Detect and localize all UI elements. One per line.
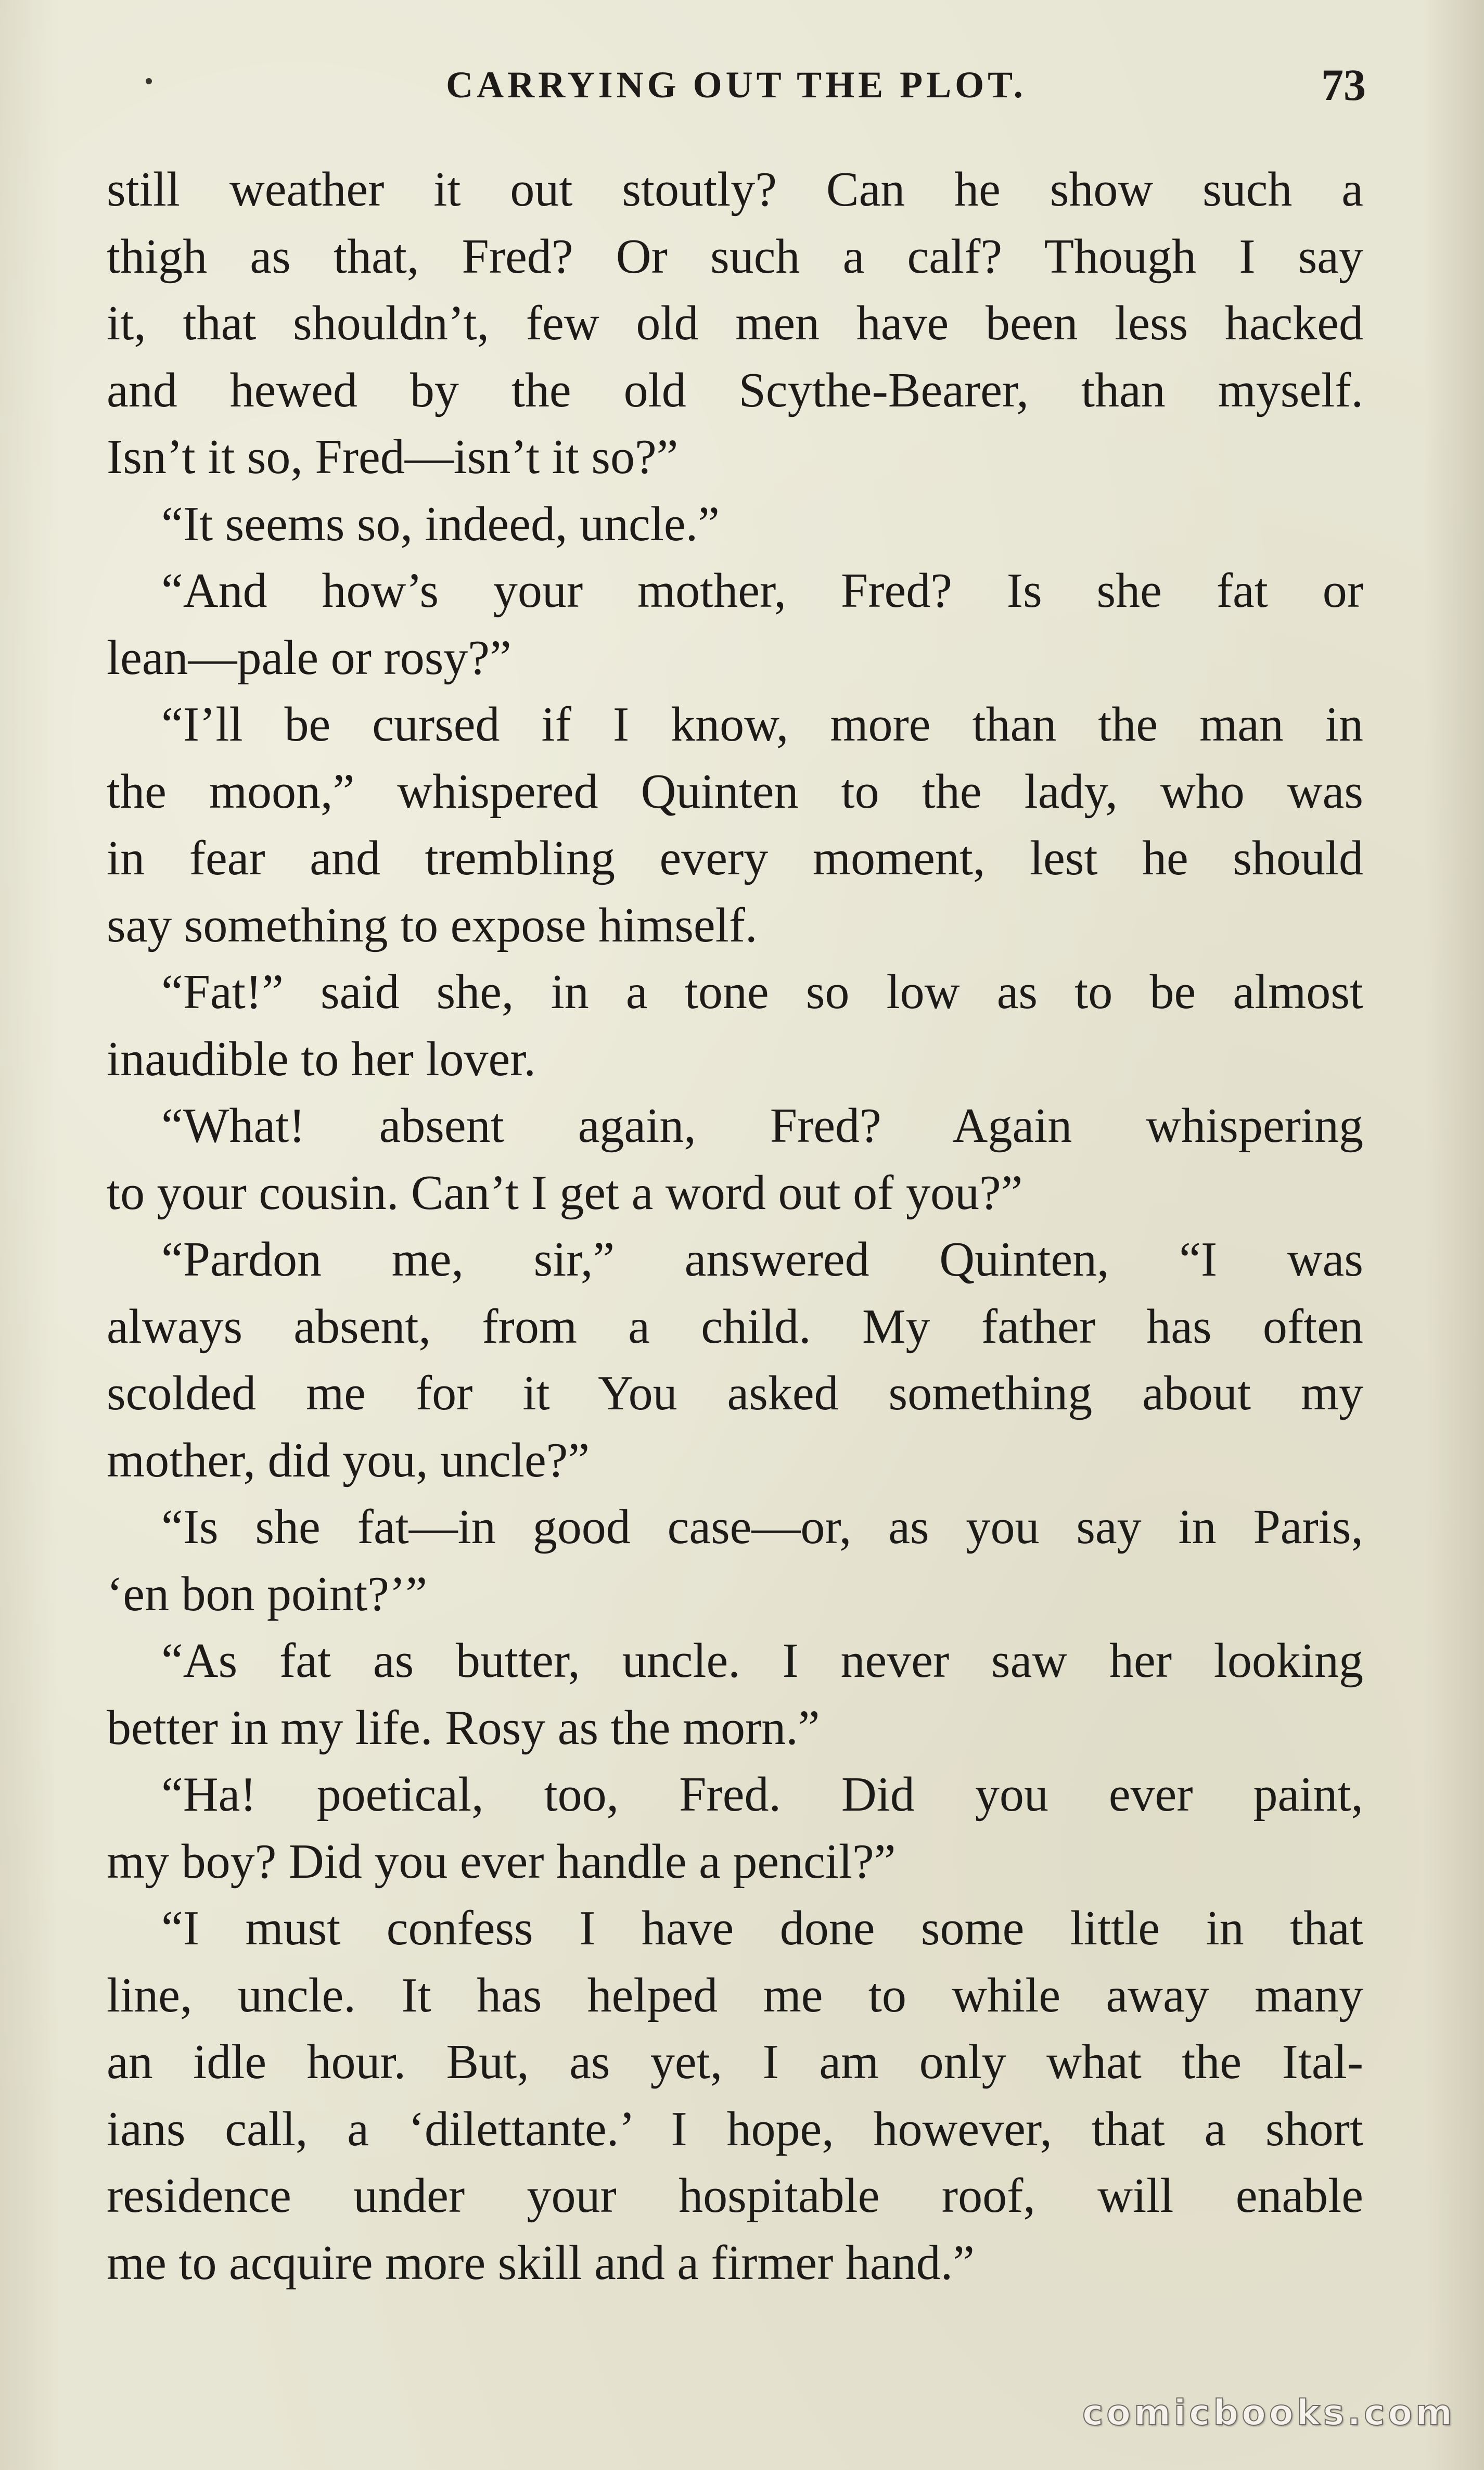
- text-line: “I must confess I have done some little in that: [161, 1901, 1363, 1955]
- text-line: “As fat as butter, uncle. I never saw her looking: [161, 1634, 1363, 1688]
- text-line: it, that shouldn’t, few old men have been less hacked: [107, 296, 1363, 350]
- page-header: [107, 56, 1366, 113]
- text-line: residence under your hospitable roof, will enable: [107, 2169, 1363, 2223]
- text-line: lean—pale or rosy?”: [107, 630, 511, 685]
- text-line: me to acquire more skill and a firmer hand.”: [107, 2235, 975, 2290]
- text-line: “Pardon me, sir,” answered Quinten, “I was: [161, 1232, 1363, 1287]
- text-line: line, uncle. It has helped me to while away many: [107, 1968, 1363, 2022]
- text-line: my boy? Did you ever handle a pencil?”: [107, 1834, 896, 1889]
- watermark-logo: comicbooks.com: [1082, 2392, 1455, 2434]
- page-number: 73: [1321, 60, 1366, 110]
- text-line: an idle hour. But, as yet, I am only what the Ital-: [107, 2035, 1363, 2089]
- text-line: “Fat!” said she, in a tone so low as to be almost: [161, 965, 1363, 1019]
- text-line: “Ha! poetical, too, Fred. Did you ever paint,: [161, 1767, 1363, 1822]
- text-line: thigh as that, Fred? Or such a calf? Though I say: [107, 229, 1363, 284]
- text-line: in fear and trembling every moment, lest he should: [107, 831, 1363, 885]
- text-line: always absent, from a child. My father has often: [107, 1299, 1363, 1354]
- text-line: better in my life. Rosy as the morn.”: [107, 1700, 820, 1755]
- body-text: [107, 156, 1363, 2296]
- text-line: ians call, a ‘dilettante.’ I hope, however, that a short: [107, 2102, 1363, 2156]
- text-line: ‘en bon point?’”: [107, 1567, 428, 1621]
- text-line: mother, did you, uncle?”: [107, 1433, 590, 1487]
- text-line: say something to expose himself.: [107, 898, 758, 952]
- text-line: inaudible to her lover.: [107, 1032, 536, 1086]
- text-line: “I’ll be cursed if I know, more than the man in: [161, 697, 1363, 752]
- text-line: the moon,” whispered Quinten to the lady, who was: [107, 764, 1363, 819]
- text-line: scolded me for it You asked something about my: [107, 1366, 1363, 1420]
- text-line: “What! absent again, Fred? Again whispering: [161, 1099, 1363, 1153]
- text-line: and hewed by the old Scythe-Bearer, than myself.: [107, 363, 1363, 417]
- text-line: “And how’s your mother, Fred? Is she fat or: [161, 564, 1363, 618]
- text-line: still weather it out stoutly? Can he show such a: [107, 162, 1363, 217]
- text-line: to your cousin. Can’t I get a word out of you?”: [107, 1165, 1023, 1220]
- text-line: “Is she fat—in good case—or, as you say in Paris,: [161, 1500, 1363, 1554]
- text-line: “It seems so, indeed, uncle.”: [161, 496, 720, 551]
- text-line: Isn’t it so, Fred—isn’t it so?”: [107, 430, 679, 484]
- running-head: CARRYING OUT THE PLOT.: [446, 64, 1027, 106]
